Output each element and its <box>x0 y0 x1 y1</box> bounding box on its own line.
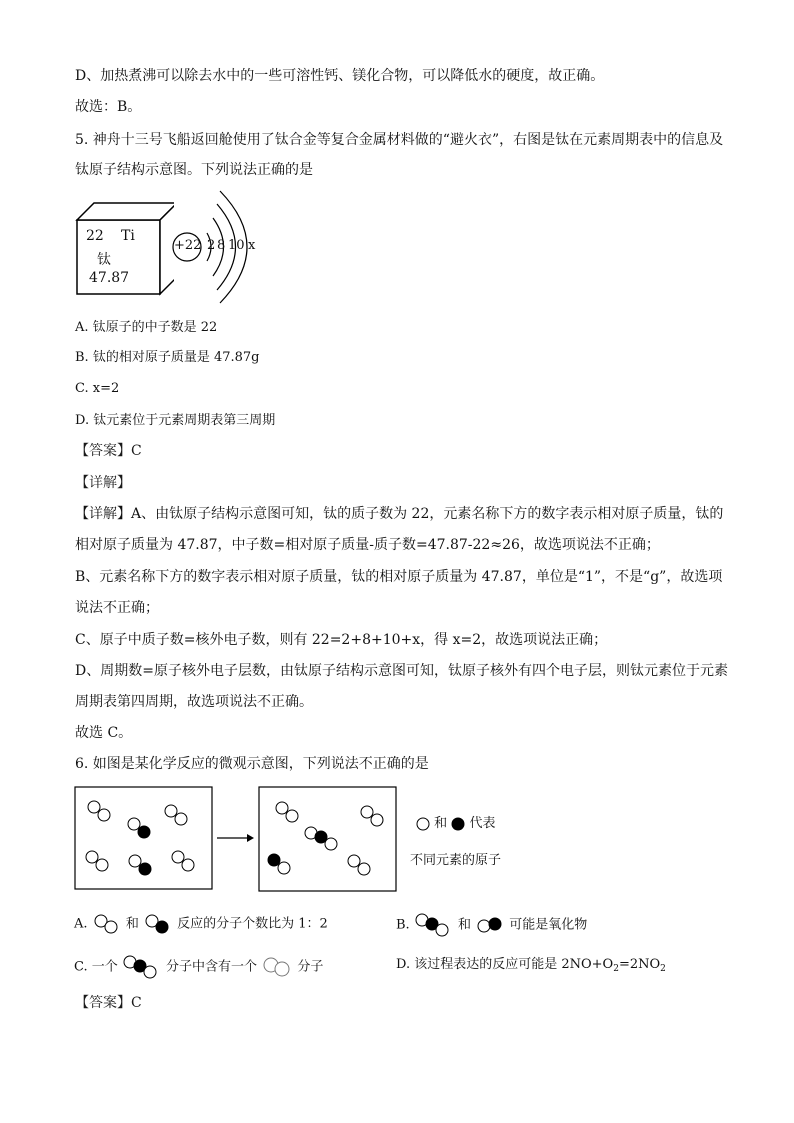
element-symbol: Ti <box>121 228 135 244</box>
option-c: C. x=2 <box>75 381 120 396</box>
answer-line <box>75 441 142 461</box>
white-black-molecule-icon <box>143 913 173 935</box>
question-5-stem-cont: 钛原子结构示意图。下列说法正确的是 <box>75 162 313 178</box>
option-and: 和 <box>125 916 139 932</box>
answer-value: C <box>131 443 142 459</box>
diagram-legend <box>416 812 495 831</box>
white-white-molecule-icon <box>261 956 293 978</box>
detail-line: 相对原子质量为 47.87，中子数=相对原子质量-质子数=47.87-22≈26，故选项说法不正确； <box>75 537 660 553</box>
subscript: 2 <box>660 964 666 974</box>
white-black-white-molecule-icon <box>414 913 454 937</box>
option-b: B. 钛的相对原子质量是 47.87g <box>75 350 260 365</box>
answer-label: 【答案】 <box>75 995 131 1011</box>
legend-represent: 代表 <box>469 816 496 831</box>
white-atom-icon <box>416 817 430 831</box>
option-text: 反应的分子个数比为 1：2 <box>177 916 328 932</box>
element-atomic-number: 22 <box>86 228 104 244</box>
detail-line: 说法不正确； <box>75 600 159 616</box>
detail-line: B、元素名称下方的数字表示相对原子质量，钛的相对原子质量为 47.87，单位是“1”，不是“g”，故选项 <box>75 569 723 585</box>
q6-option-b <box>396 913 587 937</box>
option-text: D. 该过程表达的反应可能是 2NO+O <box>396 957 614 972</box>
q6-option-d <box>396 955 666 979</box>
detail-line: C、原子中质子数=核外电子数，则有 22=2+8+10+x，得 x=2，故选项说法正确； <box>75 632 608 648</box>
detail-line: 【详解】A、由钛原子结构示意图可知，钛的质子数为 22，元素名称下方的数字表示相对原子质量，钛的 <box>75 506 724 522</box>
answer-line <box>75 993 142 1013</box>
detail-line: D、周期数=原子核外电子层数，由钛原子结构示意图可知，钛原子核外有四个电子层，则钛元素位于元素 <box>75 663 728 679</box>
question-5-stem: 5. 神舟十三号飞船返回舱使用了钛合金等复合金属材料做的“避火衣”，右图是钛在元素周期表中的信息及 <box>75 132 724 148</box>
option-text: =2NO <box>618 957 661 972</box>
option-text: 分子中含有一个 <box>166 959 258 975</box>
legend-and: 和 <box>434 816 448 831</box>
white-black-molecule-icon <box>475 914 505 936</box>
detail-header: 【详解】 <box>75 475 131 491</box>
q6-option-c <box>74 955 323 979</box>
shell-count: 2 <box>207 238 216 253</box>
option-and: 和 <box>457 917 471 933</box>
reaction-diagram <box>72 784 402 896</box>
answer-label: 【答案】 <box>75 443 131 459</box>
white-white-molecule-icon <box>92 913 122 935</box>
answer-value: C <box>131 995 142 1011</box>
option-text: C. 一个 <box>74 959 118 975</box>
element-name: 钛 <box>97 252 111 268</box>
nucleus-charge: +22 <box>174 238 202 253</box>
option-text: 可能是氧化物 <box>509 917 588 933</box>
shell-count: 8 <box>217 238 226 253</box>
question-6-stem: 6. 如图是某化学反应的微观示意图，下列说法不正确的是 <box>75 756 429 772</box>
option-letter: A. <box>74 916 88 932</box>
legend-line-2: 不同元素的原子 <box>410 853 502 868</box>
element-mass: 47.87 <box>89 270 130 286</box>
text-line: D、加热煮沸可以除去水中的一些可溶性钙、镁化合物，可以降低水的硬度，故正确。 <box>75 68 605 84</box>
option-d: D. 钛元素位于元素周期表第三周期 <box>75 413 276 428</box>
shell-count: x <box>248 238 256 253</box>
option-letter: B. <box>396 917 410 933</box>
option-a: A. 钛原子的中子数是 22 <box>75 320 218 335</box>
text-line: 故选：B。 <box>75 99 142 115</box>
subscript: 2 <box>613 964 619 974</box>
black-atom-icon <box>451 817 465 831</box>
q6-option-a <box>74 913 328 935</box>
detail-line: 故选 C。 <box>75 725 133 741</box>
option-text: 分子 <box>297 959 324 975</box>
shell-count: 10 <box>228 238 245 253</box>
white-black-white-molecule-icon <box>122 955 162 979</box>
detail-line: 周期表第四周期，故选项说法不正确。 <box>75 694 313 710</box>
